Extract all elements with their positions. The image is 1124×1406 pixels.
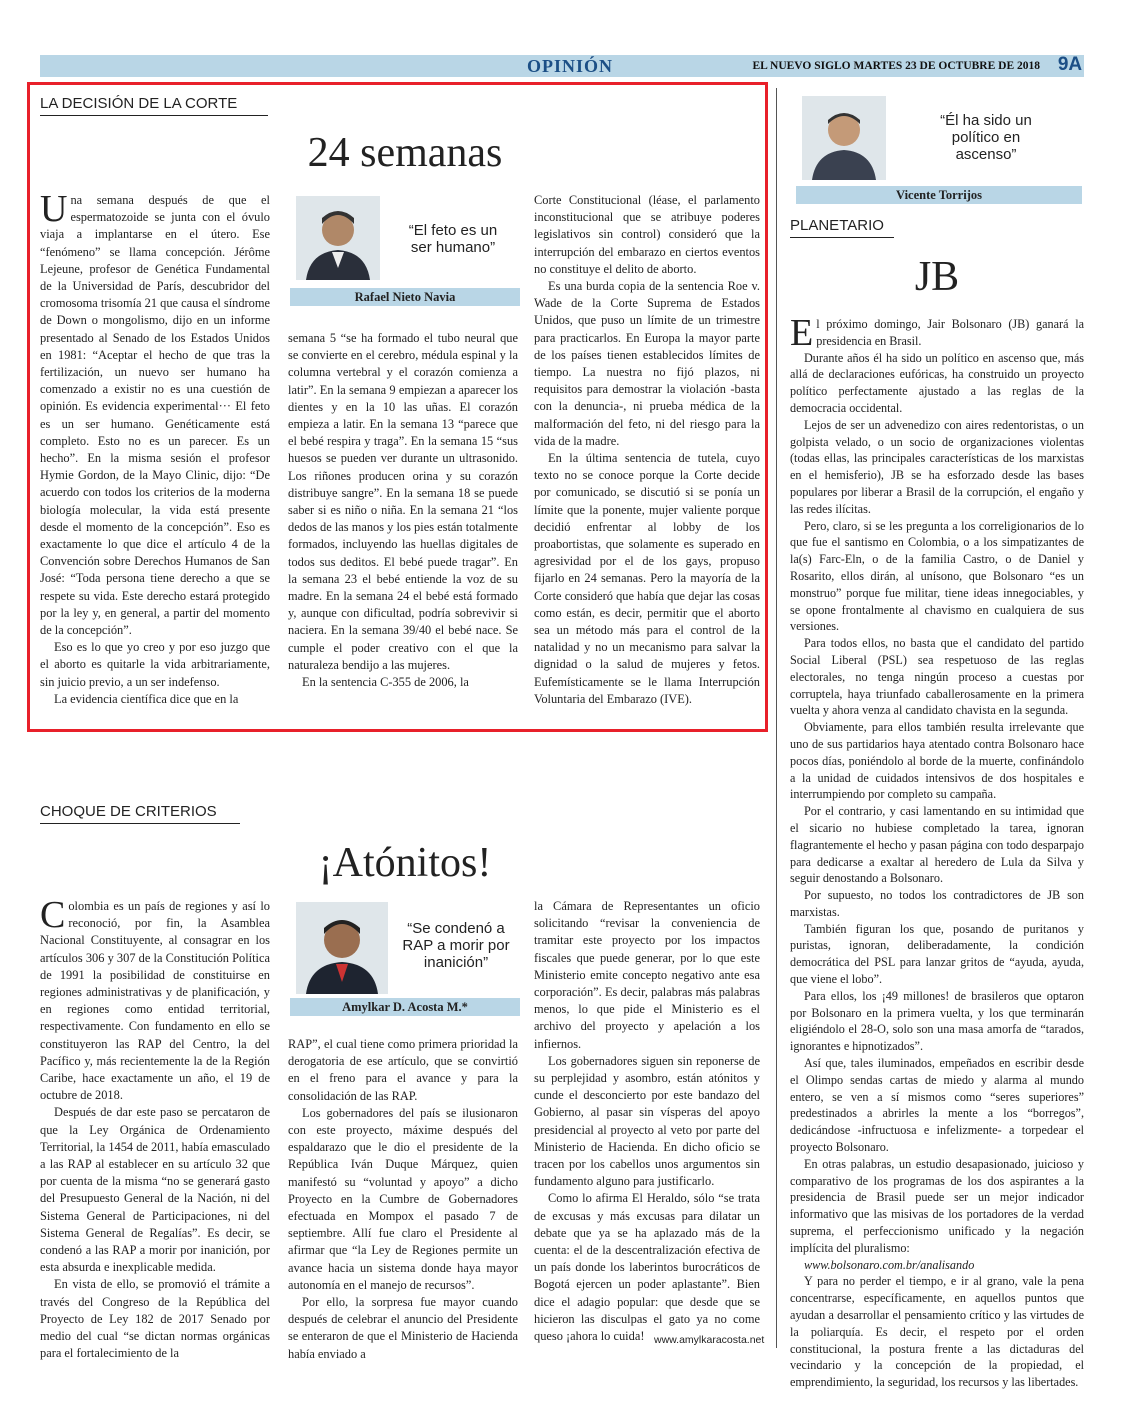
- paragraph: Así que, tales iluminados, empeñados en escribir desde el Olimpo sendas cartas de miedo y alarma al mundo entero, se ven a sí mismos como “seres superiores” predestinados a abrirles la mente a los “borregos”, dedicándose -infructuosa e infelizmente- a torpedear el proyecto Bolsonaro.: [790, 1056, 1084, 1155]
- article3-quote-box: [796, 92, 1082, 210]
- paragraph: Después de dar este paso se percataron de que la Ley Orgánica de Ordenamiento Territorial, la 1454 de 2011, había emasculado a las RAP al establecer en su artículo 32 que por cuenta de la misma “no se generará gasto del Presupuesto General de la Nación, ni del Sistema General de Participaciones, ni del Sistema General de Regalías”. Es decir, se condenó a las RAP a morir por inanición, por esta absurda e inexplicable medida.: [40, 1105, 270, 1275]
- paragraph: En la última sentencia de tutela, cuyo texto no se conoce porque la Corte decide por comunicado, se discutió si se ponía un límite que la ponente, mujer valiente porque decidió enfrentar al lobby de los proabortistas, que solamente es superado en agresividad por el de los gays, propuso fijarlo en 24 semanas. Pero la mayoría de la Corte consideró que había que dejar las cosas como están, es decir, permitir que el aborto sea un método más para el control de la natalidad y no un mecanismo para salvar la dignidad o la salud de mujeres y fetos. Eufemísticamente se le llama Interrupción Voluntaria del Embarazo (IVE).: [534, 451, 760, 706]
- paragraph: Pero, claro, si se les pregunta a los correligionarios de lo que fue el santismo en Colombia, o a los simpatizantes de la(s) Farc-Eln, o de la familia Castro, o de Daniel y Rosarito, ellos dirán, al unísono, que Bolsonaro “es un monstruo” porque fue militar, tiene ideas innegociables, y se opone frontalmente al chavismo en cualquiera de sus versiones.: [790, 518, 1084, 634]
- paragraph: Por ello, la sorpresa fue mayor cuando después de celebrar el anuncio del Presidente se enteraron de que el Ministerio de Hacienda había enviado a: [288, 1295, 518, 1361]
- article2-column-1: [40, 894, 270, 1361]
- article1-column-2: [288, 330, 518, 712]
- article3-url[interactable]: www.bolsonaro.com.br/analisando: [804, 1257, 975, 1272]
- author-photo: [802, 96, 886, 180]
- paragraph: Los gobernadores del país se ilusionaron con este proyecto, máxime después del espaldarazo que le dio el presidente de la República Iván Duque Márquez, quien manifestó su “voluntad y apoyo” a dicho Proyecto en la Cumbre de Gobernadores efectuada en Mompox el pasado 7 de septiembre. Allí fue claro el Presidente al afirmar que “la Ley de Regiones permite un avance hacia un sistema donde haya mayor autonomía en el manejo de recursos”.: [288, 1105, 518, 1292]
- article1-pull-quote: “El feto es un ser humano”: [408, 222, 498, 256]
- paragraph: Para todos ellos, no basta que el candidato del partido Social Liberal (PSL) sea respetuoso de las reglas electorales, no tenga ningún proceso a cuestas por corruptela, haya triunfado caballerosamente en la primera vuelta y ahora venza al candidato chavista en la segunda.: [790, 636, 1084, 718]
- paragraph: En otras palabras, un estudio desapasionado, juicioso y comparativo de los programas de los dos aspirantes a la presidencia de Brasil puede ser un mejor indicador informativo que las misivas de los portadores de la verdad suprema, el perfeccionismo unificado y la negación implícita del pluralismo:: [790, 1156, 1084, 1255]
- article1-column-1: [40, 188, 270, 712]
- article2-kicker: CHOQUE DE CRITERIOS: [40, 802, 240, 824]
- article2-quote-box: [290, 898, 520, 1022]
- paragraph: Por supuesto, no todos los contradictores de JB son marxistas.: [790, 888, 1084, 919]
- paragraph: Una semana después de que el espermatozoide se junta con el óvulo viaja a implantarse en el útero. Ese “fenómeno” se llama concepción. Jérôme Lejeune, profesor de Genética Fundamental de la Universidad de París, descubridor del cromosoma trisomía 21 que causa el síndrome de Down o mongolismo, dijo en un informe presentado al Senado de los Estados Unidos en 1981: “Aceptar el hecho de que tras la fertilización, un nuevo ser humano ha comenzado a existir no es una cuestión de opinión. Es evidencia experimental··· El feto es un ser humano. Genéticamente está completo. Esto no es un parecer. Es un hecho”. En la misma sesión el profesor Hymie Gordon, de la Mayo Clinic, dijo: “De acuerdo con todos los criterios de la moderna biología molecular, la vida está presente desde el momento de la concepción”. Eso es exactamente lo que dice el artículo 4 de la Convención sobre Derechos Humanos de San José: “Toda persona tiene derecho a que se respete su vida. Este derecho estará protegido por la ley y, en general, a partir del momento de la concepción”.: [40, 188, 270, 638]
- paragraph: Corte Constitucional (léase, el parlamento inconstitucional que se atribuye poderes legislativos sin control) consideró que la interrupción del embarazo en ciertos eventos no constituye el delito de aborto.: [534, 193, 760, 276]
- article2-headline: ¡Atónitos!: [318, 840, 492, 886]
- paragraph: También figuran los que, posando de puritanos y puristas, ignoran, deliberadamente, la condición democrática del PSL para lanzar gritos de “ayuda, ayuda, que viene el lobo”.: [790, 921, 1084, 987]
- paragraph: La evidencia científica dice que en la: [54, 691, 239, 706]
- paragraph: Los gobernadores siguen sin reponerse de su perplejidad y asombro, están atónitos y cunde el desconcierto por este bandazo del Gobierno, al pasar sin vísperas del apoyo presidencial al proyecto al veto por parte del Ministerio de Hacienda. En dicho oficio se tracen por los cabellos unos argumentos sin fundamento alguno para justificarlo.: [534, 1053, 760, 1189]
- paragraph: En vista de ello, se promovió el trámite a través del Congreso de la República del Proyecto de Ley 182 de 2017 Senado por medio del cual “se dictan normas orgánicas para el fortalecimiento de la: [40, 1277, 270, 1361]
- article2-url: www.amylkaracosta.net: [654, 1334, 765, 1346]
- masthead-date: EL NUEVO SIGLO MARTES 23 DE OCTUBRE DE 2018: [752, 60, 1040, 72]
- author-photo: [296, 196, 380, 280]
- article1-column-3: [534, 192, 760, 712]
- article1-quote-box: [290, 192, 520, 310]
- paragraph: Como lo afirma El Heraldo, sólo “se trata de excusas y más excusas para dilatar un debate que ya se ha aplazado más de la cuenta: el de la descentralización efectiva de un país donde los laberintos burocráticos de Bogotá ejercen un poder aplastante”. Bien dice el adagio popular: que desde que se hicieron las disculpas el gato ya no come queso ¡ahora lo cuida!: [534, 1191, 760, 1344]
- article2-pull-quote: “Se condenó a RAP a morir por inanición”: [402, 920, 510, 971]
- article3-kicker: PLANETARIO: [790, 216, 894, 238]
- paragraph: Colombia es un país de regiones y así lo reconoció, por fin, la Asamblea Nacional Constituyente, al consagrar en los artículos 306 y 307 de la Constitución Política de 1991 la posibilidad de constituirse en regiones administrativas y de planificación, y en regiones como entidad territorial, respectivamente. Con fundamento en ello se constituyeron las RAP del Centro, la del Pacífico y, más recientemente la de la Región Caribe, hace exactamente un año, el 19 de octubre de 2018.: [40, 894, 270, 1103]
- article3-body: [790, 312, 1084, 1390]
- author-photo: [296, 902, 388, 994]
- article3-headline: JB: [914, 254, 960, 300]
- paragraph: Eso es lo que yo creo y por eso juzgo que el aborto es quitarle la vida arbitrariamente, sin juicio previo, a un ser indefenso.: [40, 640, 270, 689]
- paragraph: Lejos de ser un advenedizo con aires redentoristas, o un golpista velado, o un socio de organizaciones violentas (todas ellas, las principales características de los marxistas en el hemisferio), JB se ha esforzado desde las bases populares por liberar a Brasil de la corrupción, el engaño y las redes ilícitas.: [790, 417, 1084, 516]
- column-divider: [776, 88, 777, 1348]
- paragraph: Por el contrario, y casi lamentando en su intimidad que el sicario no hubiese completado la tarea, ignoran flagrantemente el hecho y pasan página con todo desparpajo para dedicarse a exaltar al heredero de Lula da Silva y seguir denostando a Bolsonaro.: [790, 804, 1084, 886]
- article1-kicker: LA DECISIÓN DE LA CORTE: [40, 94, 268, 116]
- article3-pull-quote: “Él ha sido un político en ascenso”: [940, 112, 1032, 163]
- page-number: 9A: [1057, 54, 1083, 75]
- paragraph: Es una burda copia de la sentencia Roe v. Wade de la Corte Suprema de Estados Unidos, que puso un límite de un trimestre para practicarlos. En Europa la mayor parte de los países tienen establecidos límites de tiempo. La nuestra no fijó plazos, ni requisitos para demostrar la violación -basta con la denuncia-, ni prueba médica de la malformación del feto, ni del riesgo para la vida de la madre.: [534, 279, 760, 448]
- article1-author: Rafael Nieto Navia: [290, 288, 520, 306]
- paragraph: Y para no perder el tiempo, e ir al grano, vale la pena concentrarse, específicamente, en aquellos puntos que ayudan a desarrollar el pensamiento crítico y las virtudes de la poliarquía. Es decir, el respeto por el orden constitucional, la postura frente a las dictaduras del vecindario y la concepción de la propiedad, el emprendimiento, la seguridad, los recursos y las libertades.: [790, 1274, 1084, 1390]
- paragraph: Obviamente, para ellos también resulta irrelevante que uno de sus partidarios haya atentado contra Bolsonaro hace pocos días, poniéndolo al borde de la muerte, confinándolo a la unidad de cuidados intensivos de dos hospitales e interrumpiendo por completo su campaña.: [790, 720, 1084, 802]
- article2-column-2: [288, 1036, 518, 1361]
- paragraph: El próximo domingo, Jair Bolsonaro (JB) ganará la presidencia en Brasil.: [790, 312, 1084, 354]
- paragraph: RAP”, el cual tiene como primera prioridad la derogatoria de ese artículo, que se convirtió en el freno para el avance y para la consolidación de las RAP.: [288, 1037, 518, 1103]
- section-title: OPINIÓN: [526, 56, 613, 76]
- paragraph: semana 5 “se ha formado el tubo neural que se convierte en el cerebro, médula espinal y la columna vertebral y el corazón comienza a latir”. En la semana 9 empiezan a aparecer los dientes y en la 10 las uñas. El corazón empieza a latir. En la semana 13 “parece que el bebé respira y traga”. En la semana 15 “sus huesos se pueden ver durante un ultrasonido. Los riñones producen orina y su corazón distribuye sangre”. En la semana 18 se puede saber si es niño o niña. En la semana 21 “los dedos de las manos y los pies están totalmente formados, incluyendo las huellas digitales de todos sus deditos. El bebé puede tragar”. En la semana 23 el bebé entiende la voz de su madre. En la semana 24 el bebé está formado y, aunque con dificultad, podría sobrevivir si naciera. En la semana 39/40 el bebé nace. Se cumple el poder creativo con el que la naturaleza bendijo a las mujeres.: [288, 331, 518, 672]
- paragraph: Durante años él ha sido un político en ascenso que, más allá de declaraciones eufóricas, ha construido un proyecto político perfectamente ajustado a las reglas de la democracia occidental.: [790, 350, 1084, 415]
- article3-author: Vicente Torrijos: [796, 186, 1082, 204]
- paragraph: En la sentencia C-355 de 2006, la: [302, 675, 469, 690]
- paragraph: la Cámara de Representantes un oficio solicitando “revisar la conveniencia de tramitar este proyecto por los impactos fiscales que puede generar, por lo que este Ministerio emite concepto negativo ante esa corporación”. Es decir, palabras más palabras menos, lo que pide el Ministerio es el archivo del proyecto y apelación a los infiernos.: [534, 899, 760, 1051]
- article2-author: Amylkar D. Acosta M.*: [290, 998, 520, 1016]
- paragraph: Para ellos, los ¡49 millones! de brasileros que optaron por Bolsonaro en la primera vuelta, y los que terminarán eligiéndolo el 28-O, solo son una masa amorfa de “tarados, ignorantes e hipnotizados”.: [790, 988, 1084, 1054]
- article1-headline: 24 semanas: [307, 130, 503, 176]
